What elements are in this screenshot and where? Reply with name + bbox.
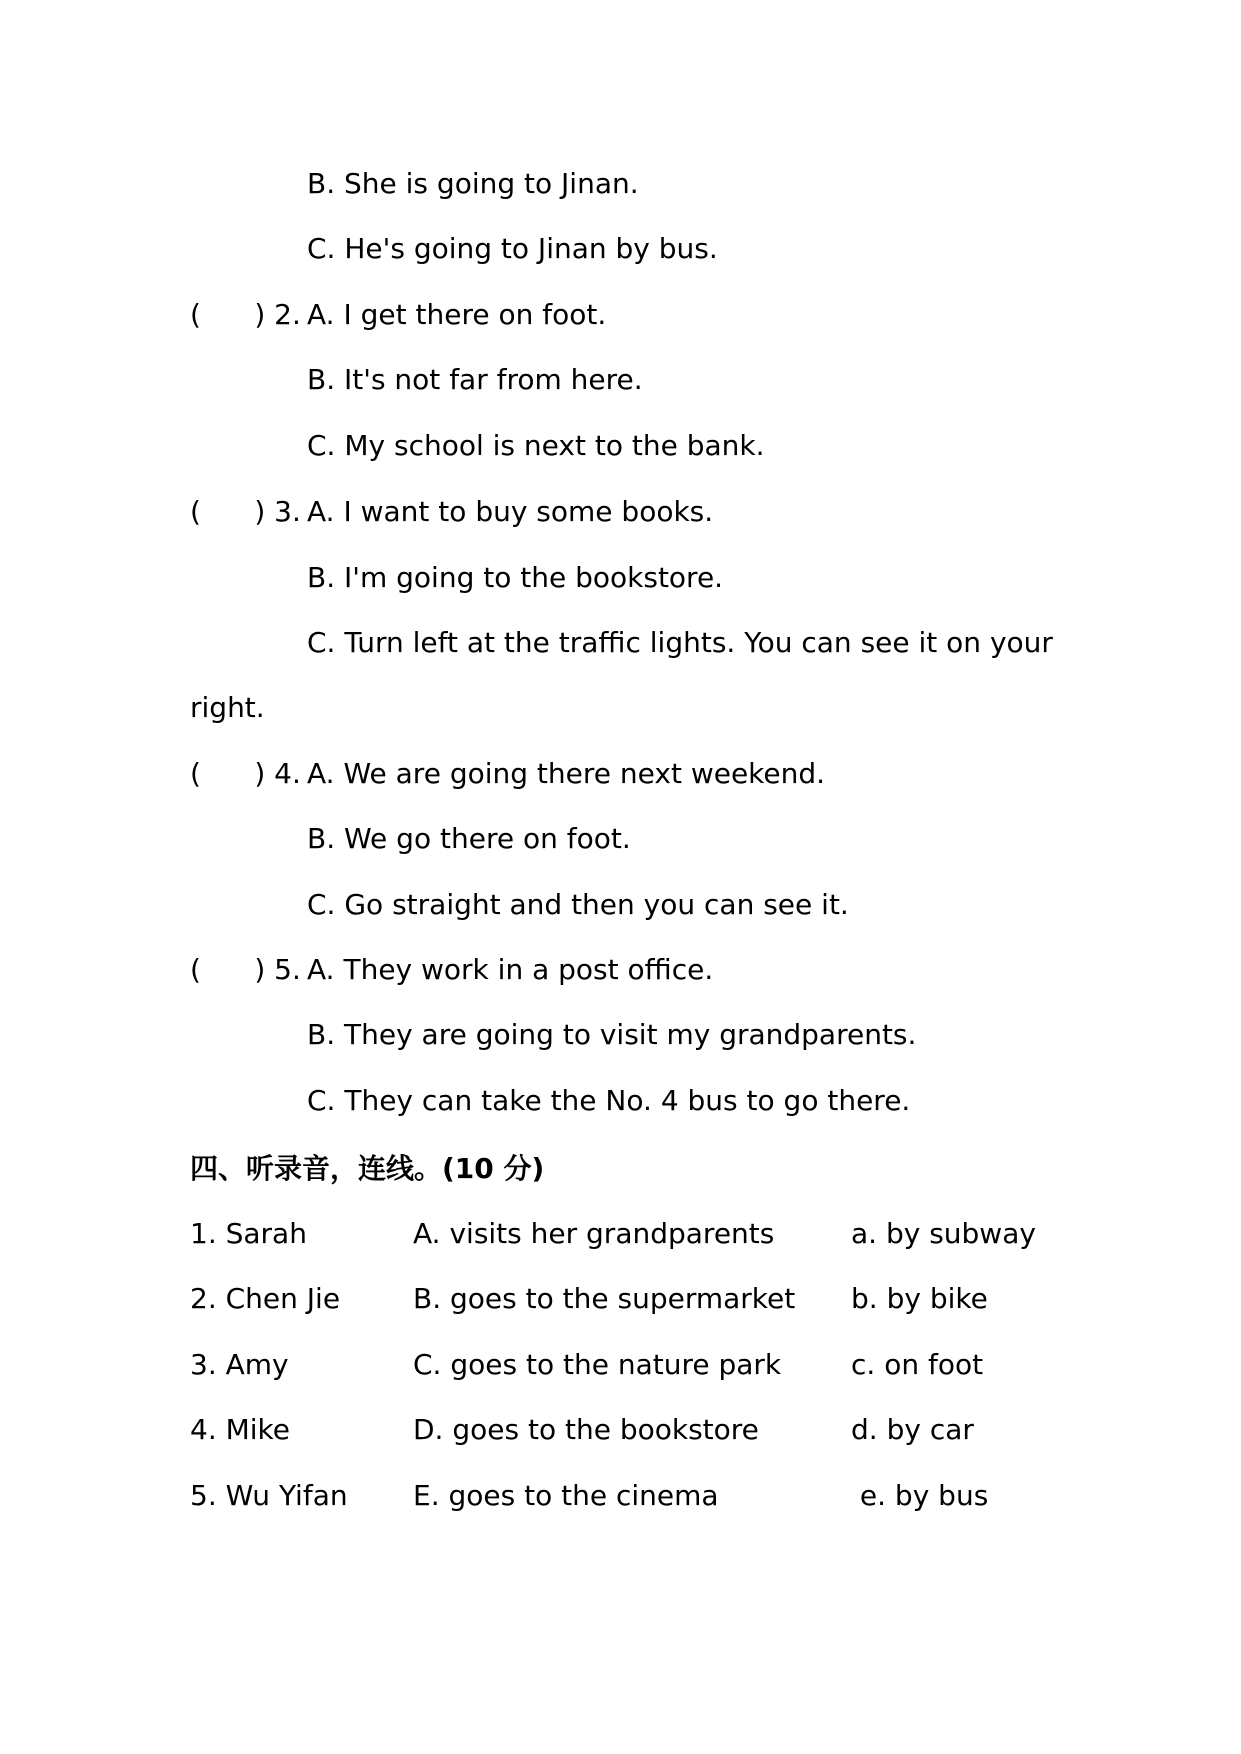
option-text: A. We are going there next weekend. [307, 757, 826, 790]
match-activity: A. visits her grandparents [413, 1217, 775, 1250]
section-heading: 四、听录音，连线。(10 分) [190, 1152, 545, 1185]
match-activity: C. goes to the nature park [413, 1348, 782, 1381]
option-text: B. We go there on foot. [307, 822, 631, 855]
match-name: 4. Mike [190, 1413, 290, 1446]
match-transport: e. by bus [851, 1479, 989, 1512]
match-transport: a. by subway [851, 1217, 1036, 1250]
question-prefix: ( ) 4. [190, 757, 310, 790]
match-transport: b. by bike [851, 1282, 988, 1315]
option-text: C. My school is next to the bank. [307, 429, 765, 462]
option-continuation: right. [190, 691, 265, 724]
option-text: B. They are going to visit my grandparents. [307, 1018, 917, 1051]
match-activity: E. goes to the cinema [413, 1479, 719, 1512]
option-text: B. It's not far from here. [307, 363, 643, 396]
option-text: C. Go straight and then you can see it. [307, 888, 849, 921]
question-prefix: ( ) 2. [190, 298, 310, 331]
option-text: B. I'm going to the bookstore. [307, 561, 724, 594]
option-text: C. He's going to Jinan by bus. [307, 232, 718, 265]
option-text: A. I want to buy some books. [307, 495, 714, 528]
option-text: C. Turn left at the traffic lights. You can see it on your [307, 626, 1053, 659]
match-transport: c. on foot [851, 1348, 984, 1381]
match-name: 1. Sarah [190, 1217, 307, 1250]
option-text: C. They can take the No. 4 bus to go there. [307, 1084, 911, 1117]
question-prefix: ( ) 3. [190, 495, 310, 528]
option-text: B. She is going to Jinan. [307, 167, 639, 200]
question-prefix: ( ) 5. [190, 953, 310, 986]
option-text: A. I get there on foot. [307, 298, 607, 331]
match-name: 3. Amy [190, 1348, 289, 1381]
match-activity: D. goes to the bookstore [413, 1413, 759, 1446]
match-name: 5. Wu Yifan [190, 1479, 348, 1512]
match-activity: B. goes to the supermarket [413, 1282, 796, 1315]
option-text: A. They work in a post office. [307, 953, 714, 986]
match-transport: d. by car [851, 1413, 974, 1446]
match-name: 2. Chen Jie [190, 1282, 341, 1315]
